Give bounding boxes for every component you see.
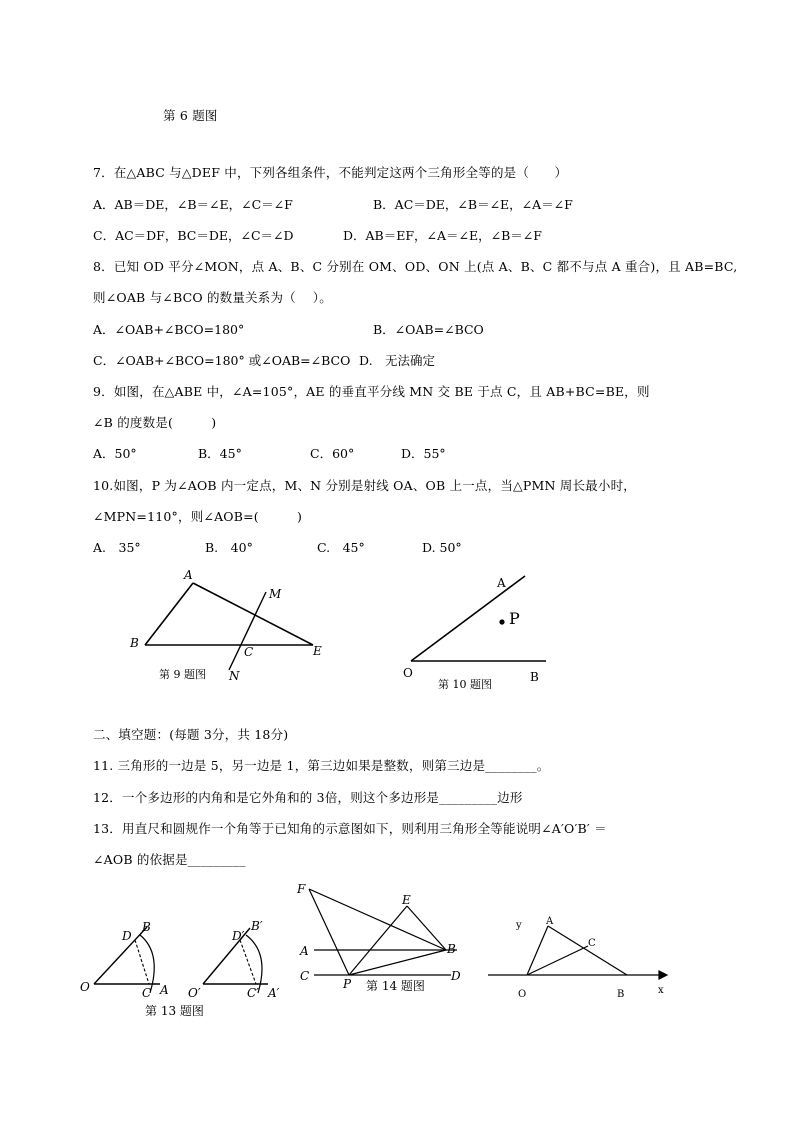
fig15-label-y: y <box>516 920 522 931</box>
fig9-caption: 第 9 题图 <box>159 668 206 681</box>
fig13-right-label-b: B′ <box>251 919 263 933</box>
fig6-caption: 第 6 题图 <box>163 108 218 123</box>
q7-stem: 7．在△ABC 与△DEF 中，下列各组条件，不能判定这两个三角形全等的是（ ） <box>93 165 568 180</box>
q7-option-b: B．AC＝DE，∠B＝∠E，∠A＝∠F <box>373 197 573 212</box>
fig15-label-b: B <box>617 989 625 1000</box>
fig10-label-a: A <box>497 576 506 590</box>
q11-stem: 11. 三角形的一边是 5，另一边是 1，第三边如果是整数，则第三边是________。 <box>93 758 550 773</box>
q8-stem-1: 8．已知 OD 平分∠MON，点 A、B、C 分别在 OM、OD、ON 上(点 A、B、C 都不与点 A 重合)，且 AB=BC, <box>93 259 738 274</box>
fig15-label-c: C <box>588 938 596 949</box>
fig13-left-label-c: C <box>142 986 152 1000</box>
fig13-right-label-c: C′ <box>247 986 259 1000</box>
fig15-segment-ab <box>548 926 627 975</box>
fig15-segment-oc <box>527 946 588 975</box>
fig14-label-c: C <box>300 969 310 983</box>
q9-option-c: C．60° <box>310 446 355 461</box>
fig14-label-d: D <box>451 969 461 983</box>
fig15-x-arrow <box>659 971 667 979</box>
fig13-right-label-o: O′ <box>188 986 201 1000</box>
fig9-label-m: M <box>269 587 282 601</box>
fig15-label-a: A <box>546 916 554 927</box>
q10-option-a: A. 35° <box>93 540 141 555</box>
section-2-title: 二、填空题：(每题 3分，共 18分) <box>93 727 289 742</box>
fig14-label-b: B <box>447 942 456 956</box>
q10-stem-1: 10.如图，P 为∠AOB 内一定点，M、N 分别是射线 OA、OB 上一点，当△PMN 周长最小时， <box>93 478 636 493</box>
fig10-label-p: P <box>509 609 520 628</box>
q8-stem-2: 则∠OAB 与∠BCO 的数量关系为（ ）。 <box>93 290 332 305</box>
q7-option-a: A．AB＝DE，∠B＝∠E，∠C＝∠F <box>93 197 293 212</box>
fig13-left-label-a: A <box>160 983 169 997</box>
fig10-label-o: O <box>403 666 413 680</box>
fig14-label-f: F <box>297 882 306 896</box>
q8-option-c: C．∠OAB+∠BCO=180° 或∠OAB=∠BCO <box>93 353 351 368</box>
fig14-label-a: A <box>300 944 309 958</box>
q10-stem-2: ∠MPN=110°，则∠AOB=( ) <box>93 509 303 524</box>
q9-stem-1: 9．如图，在△ABE 中，∠A=105°，AE 的垂直平分线 MN 交 BE 于点 C，且 AB+BC=BE，则 <box>93 384 650 399</box>
fig9-label-c: C <box>244 645 254 659</box>
fig13-left-label-b: B <box>142 920 151 934</box>
fig10-caption: 第 10 题图 <box>438 678 492 691</box>
fig13-left-label-d: D <box>122 929 132 943</box>
fig13-left-label-o: O <box>80 980 90 994</box>
fig14-label-e: E <box>402 893 411 907</box>
fig9-label-e: E <box>313 644 322 658</box>
fig15-lines <box>488 926 667 979</box>
q9-option-b: B．45° <box>198 446 242 461</box>
q10-option-c: C. 45° <box>317 540 365 555</box>
fig14-label-p: P <box>343 977 352 991</box>
q10-option-d: D. 50° <box>422 540 462 555</box>
q7-option-d: D．AB＝EF，∠A＝∠E，∠B＝∠F <box>343 228 542 243</box>
fig15-segment-oa <box>527 926 548 975</box>
fig15-label-x: x <box>658 985 664 996</box>
fig13-right-label-d: D′ <box>232 929 245 943</box>
fig15-label-o: O <box>518 989 527 1000</box>
fig9-label-n: N <box>229 669 240 683</box>
q8-option-b: B．∠OAB=∠BCO <box>373 322 484 337</box>
q7-option-c: C．AC＝DF，BC＝DE，∠C＝∠D <box>93 228 294 243</box>
fig14-caption: 第 14 题图 <box>366 979 425 993</box>
fig13-right-label-a: A′ <box>268 986 280 1000</box>
q9-option-d: D．55° <box>401 446 446 461</box>
q8-option-a: A．∠OAB+∠BCO=180° <box>93 322 245 337</box>
q13-stem-2: ∠AOB 的依据是_________ <box>93 852 246 867</box>
q13-stem-1: 13．用直尺和圆规作一个角等于已知角的示意图如下，则利用三角形全等能说明∠A′O′B′ ＝ <box>93 821 607 836</box>
fig10-label-b: B <box>530 670 539 684</box>
q10-option-b: B. 40° <box>205 540 253 555</box>
fig9-label-a: A <box>184 568 193 582</box>
q8-option-d: D. 无法确定 <box>359 353 436 368</box>
q12-stem: 12．一个多边形的内角和是它外角和的 3倍，则这个多边形是_________边形 <box>93 790 523 805</box>
fig13-caption: 第 13 题图 <box>145 1004 204 1018</box>
q9-stem-2: ∠B 的度数是( ) <box>93 415 217 430</box>
q9-option-a: A．50° <box>93 446 137 461</box>
fig9-label-b: B <box>130 636 139 650</box>
